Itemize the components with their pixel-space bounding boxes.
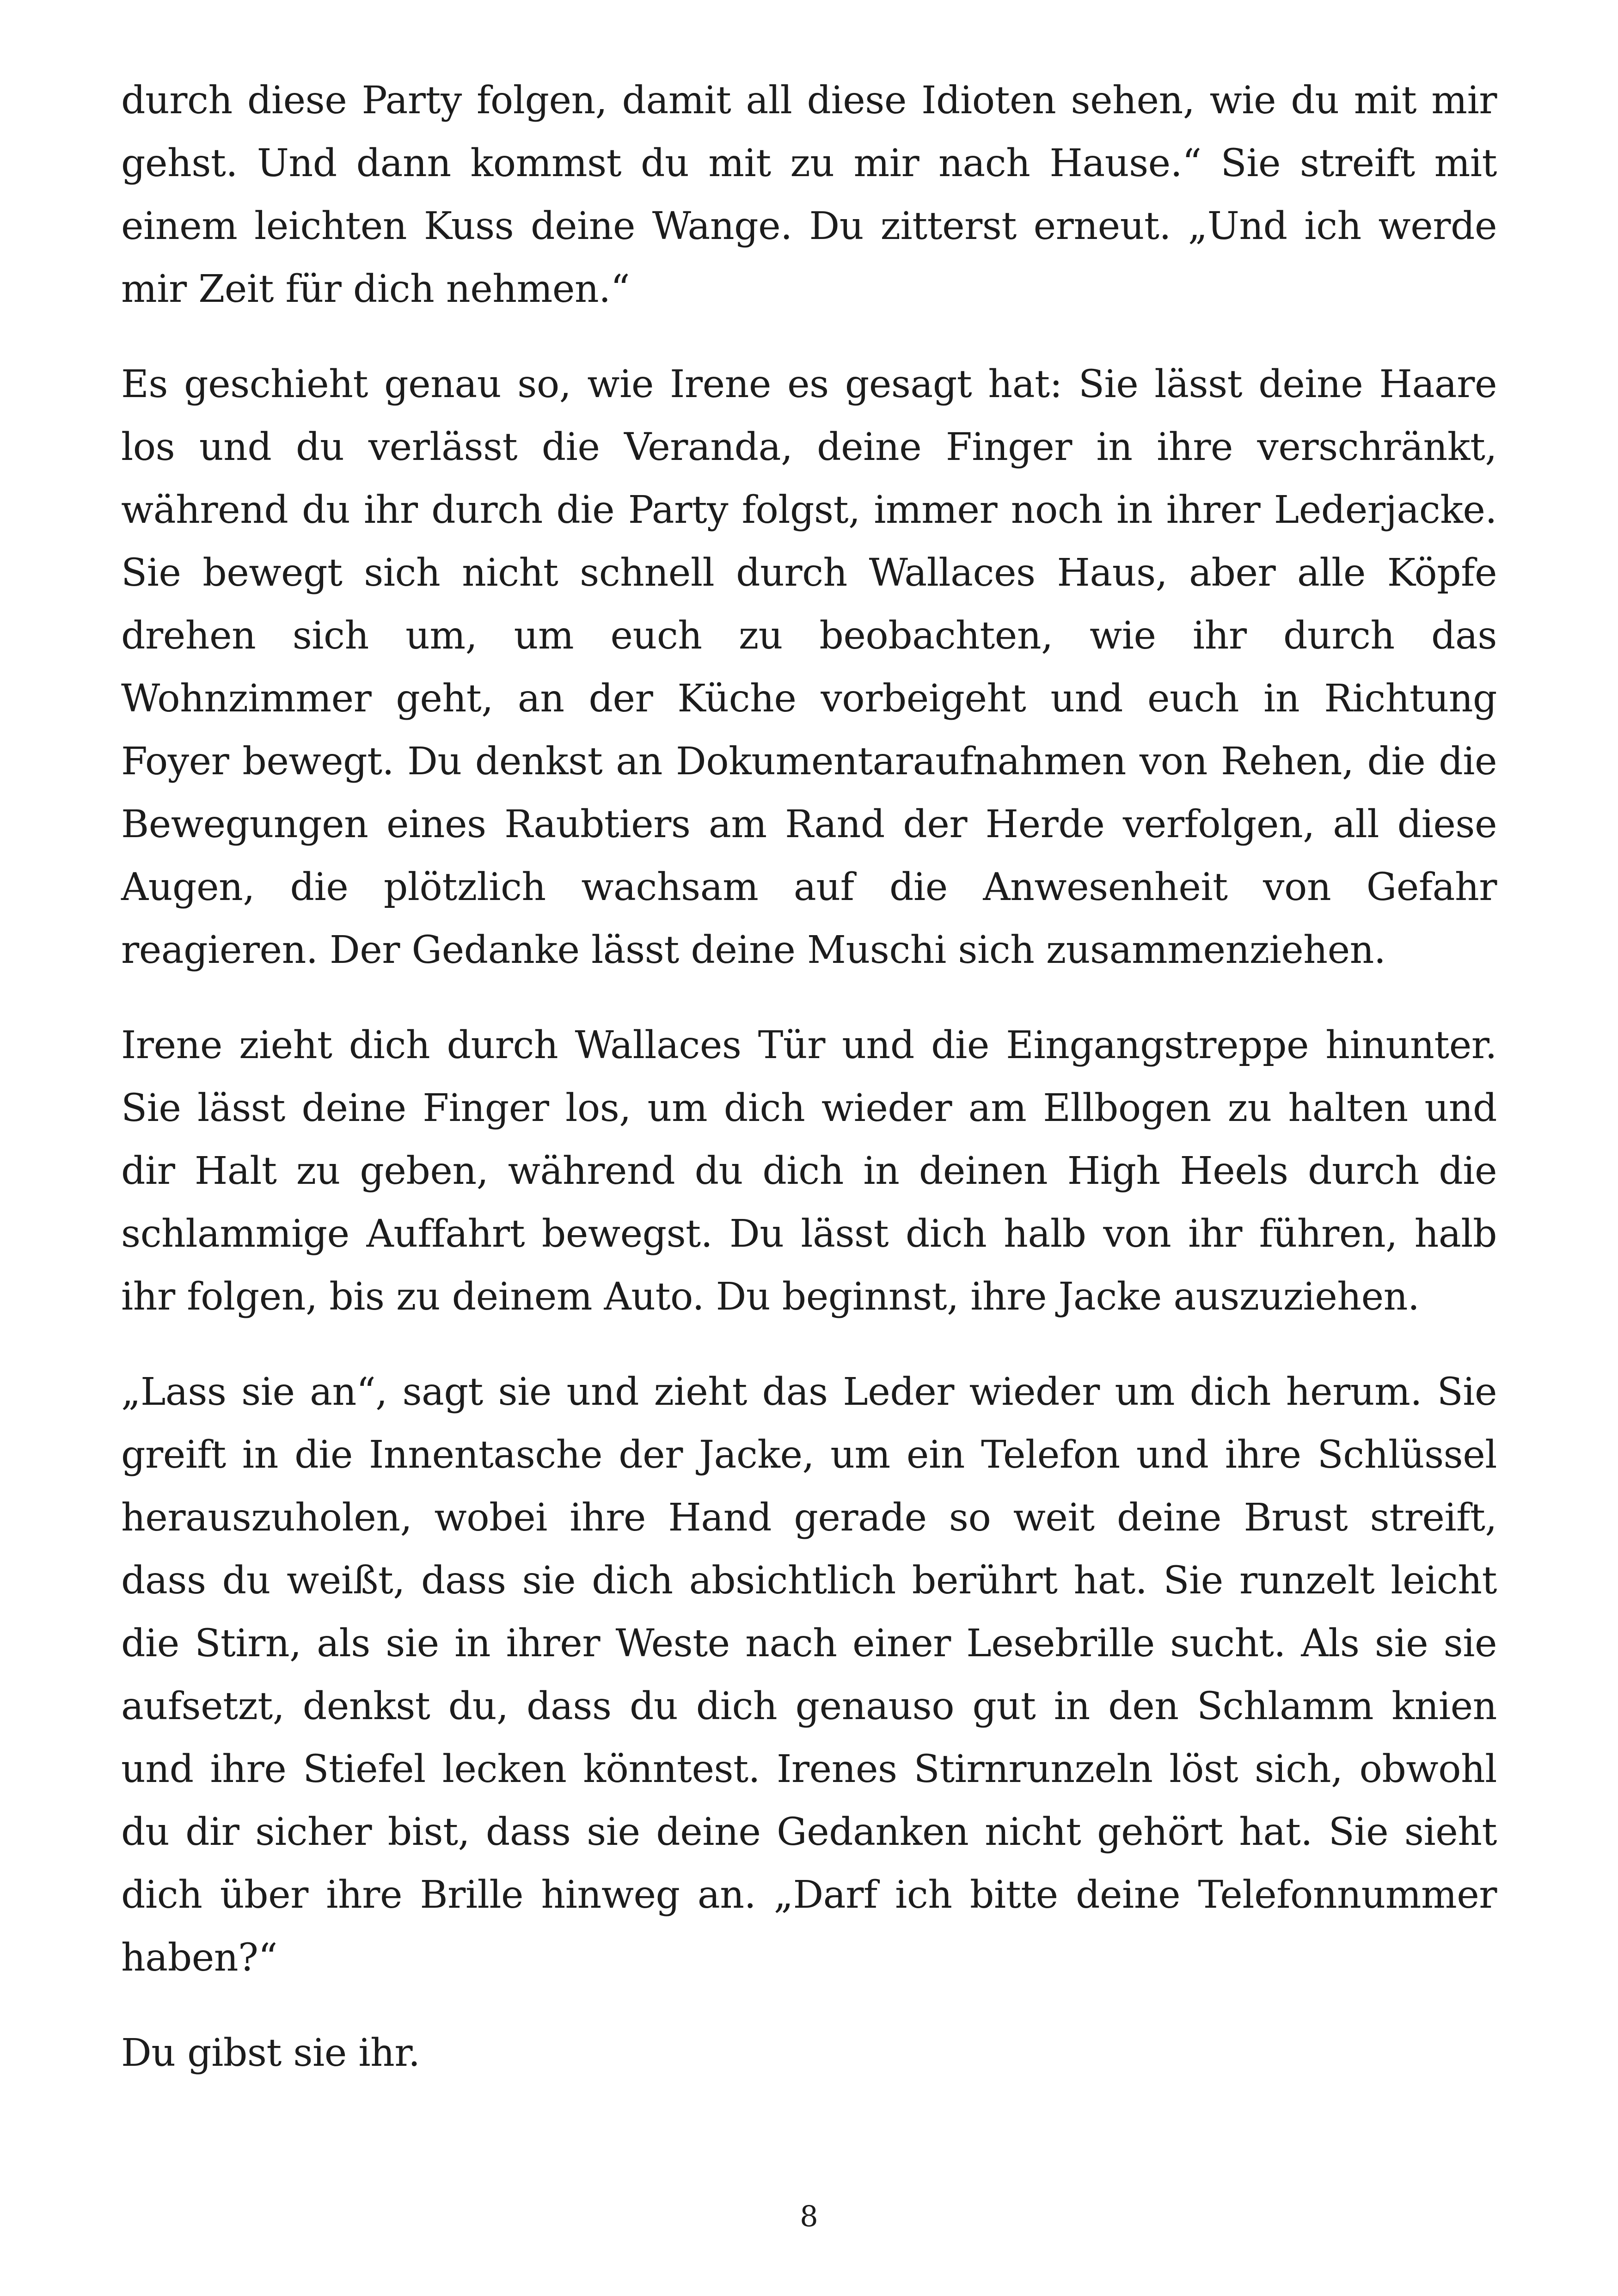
paragraph-1: durch diese Party folgen, damit all diese Idioten sehen, wie du mit mir gehst. Und dann kommst du mit zu mir nach Hause.“ Sie streift mit einem leichten Kuss deine Wange. Du zitterst erneut. „Und ich werde mir Zeit für dich nehmen.“ (121, 79, 1497, 311)
paragraph-2: Es geschieht genau so, wie Irene es gesagt hat: Sie lässt deine Haare los und du verlässt die Veranda, deine Finger in ihre verschränkt, während du ihr durch die Party folgst, immer noch in ihrer Lederjacke. Sie bewegt sich nicht schnell durch Wallaces Haus, aber alle Köpfe drehen sich um, um euch zu beobachten, wie ihr durch das Wohnzimmer geht, an der Küche vorbeigeht und euch in Richtung Foyer bewegt. Du denkst an Dokumentaraufnahmen von Rehen, die die Bewegungen eines Raubtiers am Rand der Herde verfolgen, all diese Augen, die plötzlich wachsam auf die Anwesenheit von Gefahr reagieren. Der Gedanke lässt deine Muschi sich zusammenziehen. (121, 362, 1497, 972)
page-body (121, 69, 1497, 2117)
page-number: 8 (800, 2199, 818, 2233)
paragraph-3: Irene zieht dich durch Wallaces Tür und die Eingangstreppe hinunter. Sie lässt deine Finger los, um dich wieder am Ellbogen zu halten und dir Halt zu geben, während du dich in deinen High Heels durch die schlammige Auffahrt bewegst. Du lässt dich halb von ihr führen, halb ihr folgen, bis zu deinem Auto. Du beginnst, ihre Jacke auszuziehen. (121, 1023, 1497, 1319)
paragraph-4: „Lass sie an“, sagt sie und zieht das Leder wieder um dich herum. Sie greift in die Innentasche der Jacke, um ein Telefon und ihre Schlüssel herauszuholen, wobei ihre Hand gerade so weit deine Brust streift, dass du weißt, dass sie dich absichtlich berührt hat. Sie runzelt leicht die Stirn, als sie in ihrer Weste nach einer Lesebrille sucht. Als sie sie aufsetzt, denkst du, dass du dich genauso gut in den Schlamm knien und ihre Stiefel lecken könntest. Irenes Stirnrunzeln löst sich, obwohl du dir sicher bist, dass sie deine Gedanken nicht gehört hat. Sie sieht dich über ihre Brille hinweg an. „Darf ich bitte deine Telefonnummer haben?“ (121, 1370, 1497, 1980)
paragraph-5: Du gibst sie ihr. (121, 2031, 420, 2075)
